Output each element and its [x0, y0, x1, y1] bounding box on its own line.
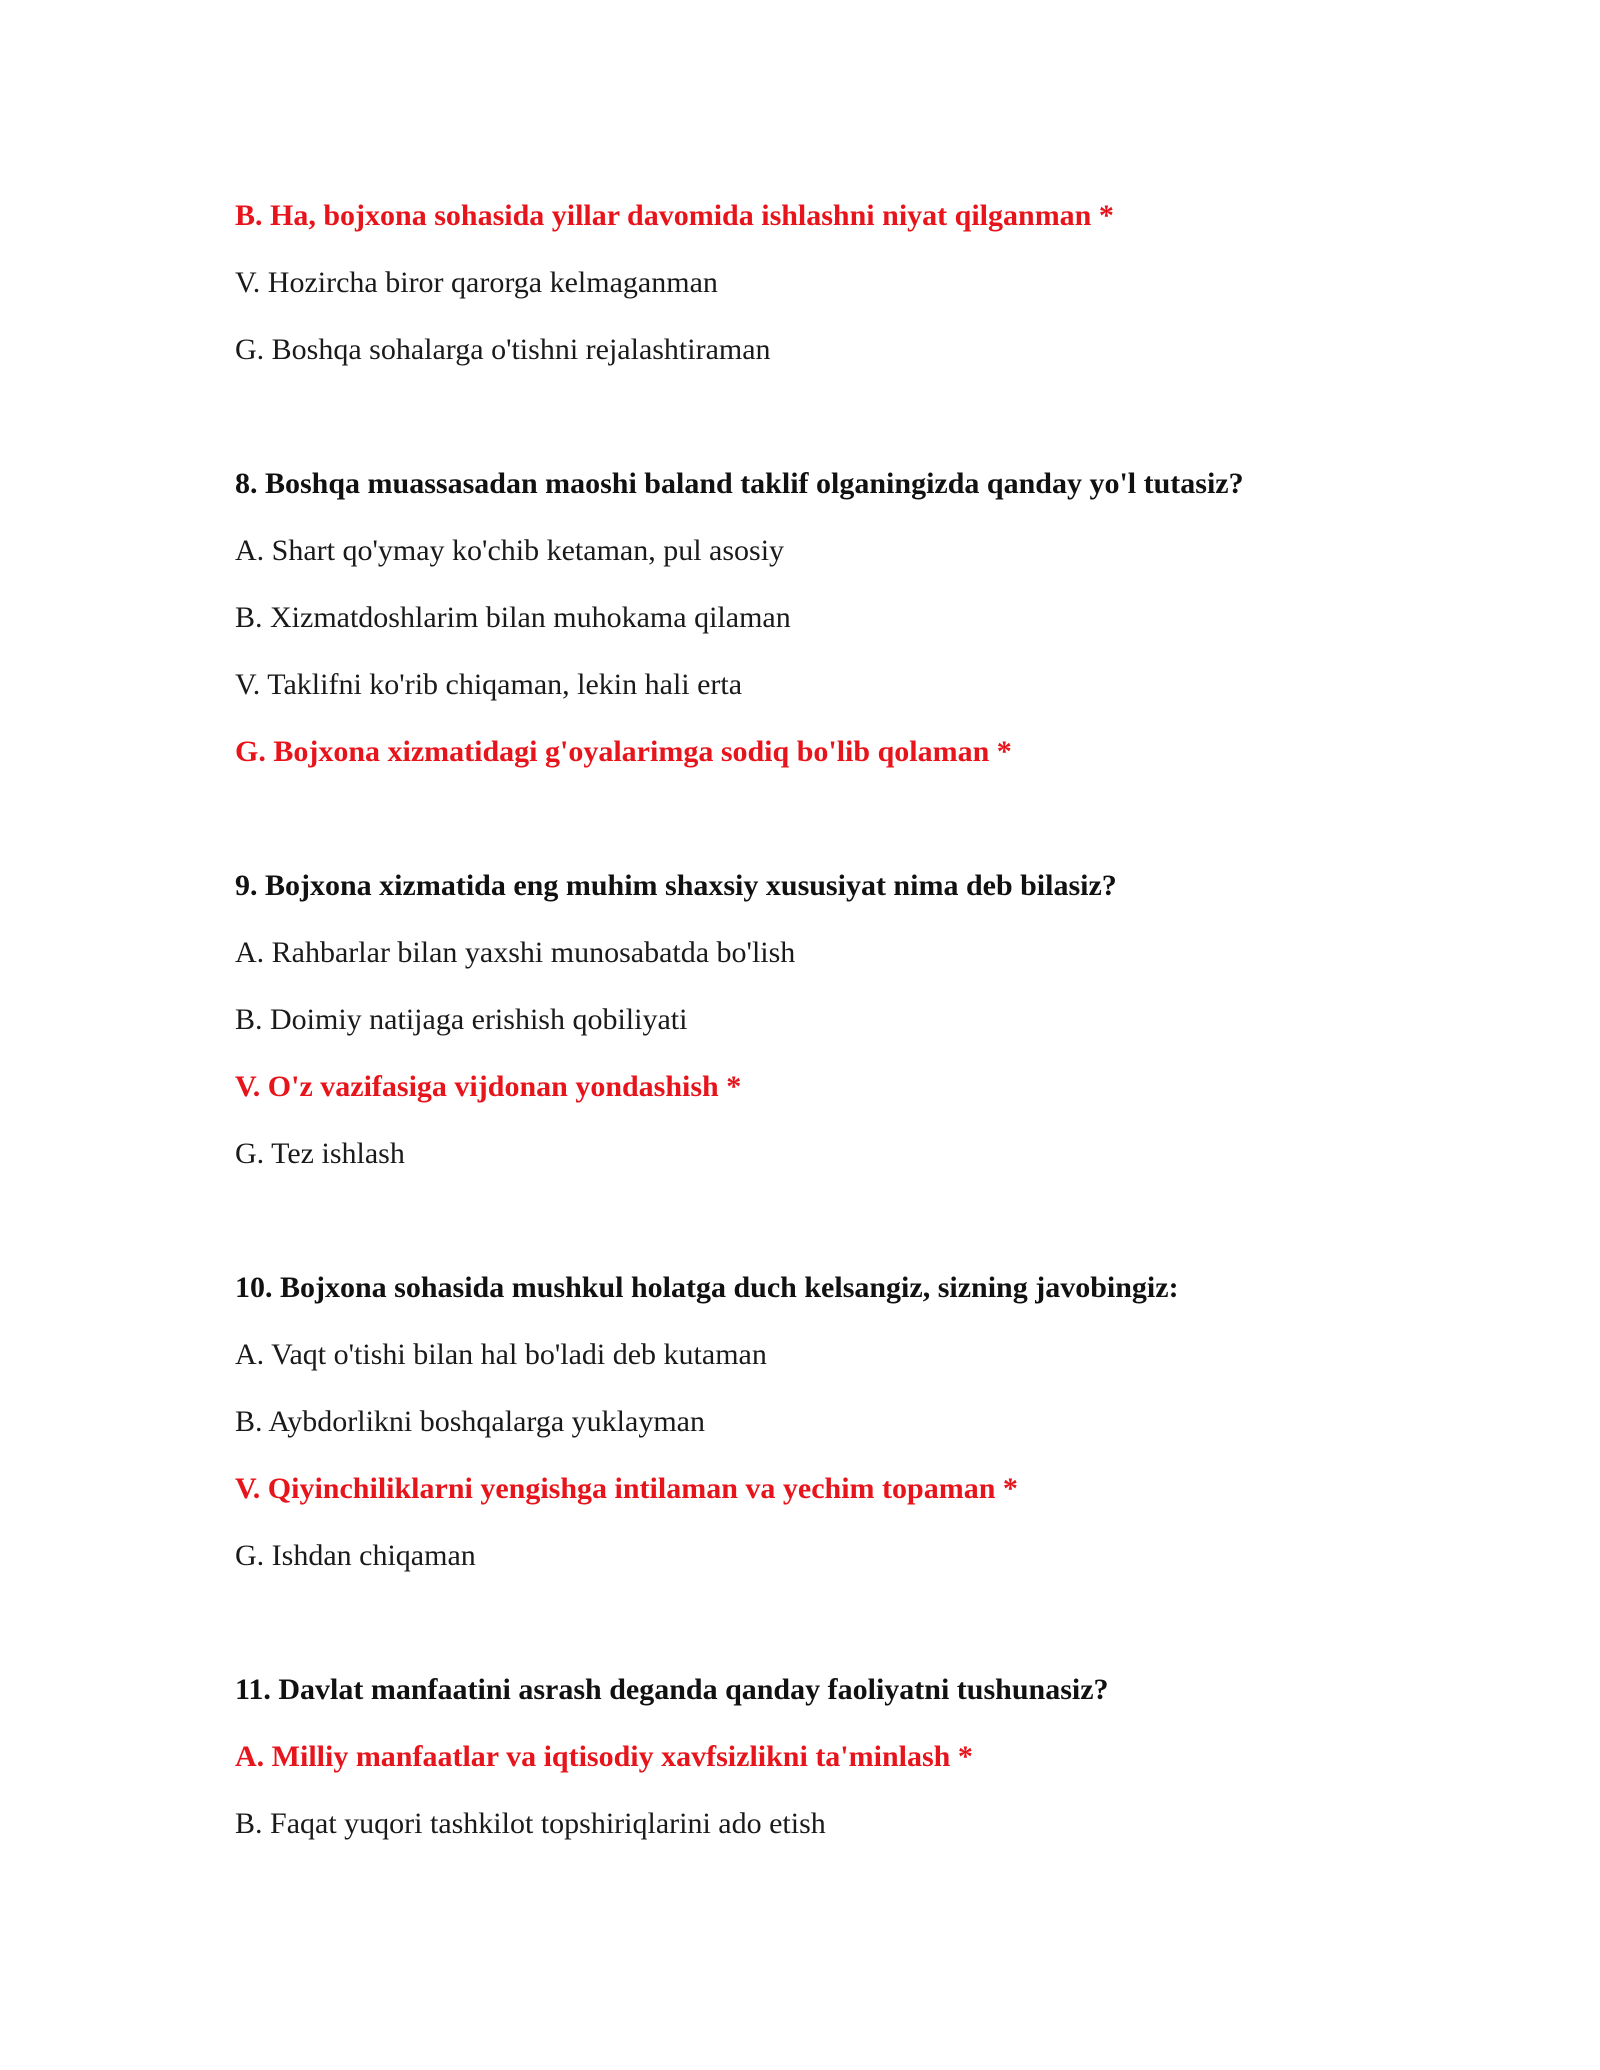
option: A. Shart qo'ymay ko'chib ketaman, pul asosiy [235, 534, 785, 567]
option: B. Doimiy natijaga erishish qobiliyati [235, 1003, 688, 1036]
option: V. Taklifni ko'rib chiqaman, lekin hali erta [235, 668, 743, 701]
spacer [235, 1187, 1435, 1254]
spacer [235, 785, 1435, 852]
option-correct: V. Qiyinchiliklarni yengishga intilaman va yechim topaman * [235, 1472, 1018, 1505]
question-text: 8. Boshqa muassasadan maoshi baland taklif olganingizda qanday yo'l tutasiz? [235, 467, 1244, 500]
option: G. Ishdan chiqaman [235, 1539, 476, 1572]
question-block-8 [235, 450, 1435, 785]
option: B. Aybdorlikni boshqalarga yuklayman [235, 1405, 705, 1438]
question-text: 9. Bojxona xizmatida eng muhim shaxsiy xususiyat nima deb bilasiz? [235, 869, 1117, 902]
question-block-9 [235, 852, 1435, 1187]
option: A. Vaqt o'tishi bilan hal bo'ladi deb kutaman [235, 1338, 767, 1371]
question-block-11 [235, 1656, 1435, 1857]
option: B. Xizmatdoshlarim bilan muhokama qilaman [235, 601, 791, 634]
option: A. Rahbarlar bilan yaxshi munosabatda bo'lish [235, 936, 796, 969]
spacer [235, 383, 1435, 450]
option-correct: V. O'z vazifasiga vijdonan yondashish * [235, 1070, 742, 1103]
option: B. Faqat yuqori tashkilot topshiriqlarini ado etish [235, 1807, 826, 1840]
option: G. Boshqa sohalarga o'tishni rejalashtiraman [235, 333, 771, 366]
option: V. Hozircha biror qarorga kelmaganman [235, 266, 718, 299]
option: G. Tez ishlash [235, 1137, 405, 1170]
option-correct: A. Milliy manfaatlar va iqtisodiy xavfsizlikni ta'minlash * [235, 1740, 973, 1773]
question-text: 11. Davlat manfaatini asrash deganda qanday faoliyatni tushunasiz? [235, 1673, 1109, 1706]
option-correct: G. Bojxona xizmatidagi g'oyalarimga sodiq bo'lib qolaman * [235, 735, 1012, 768]
question-text: 10. Bojxona sohasida mushkul holatga duch kelsangiz, sizning javobingiz: [235, 1271, 1179, 1304]
spacer [235, 1589, 1435, 1656]
question-block-7-continued [235, 182, 1435, 383]
option-correct: B. Ha, bojxona sohasida yillar davomida ishlashni niyat qilganman * [235, 199, 1114, 232]
quiz-content [235, 182, 1435, 1857]
question-block-10 [235, 1254, 1435, 1589]
